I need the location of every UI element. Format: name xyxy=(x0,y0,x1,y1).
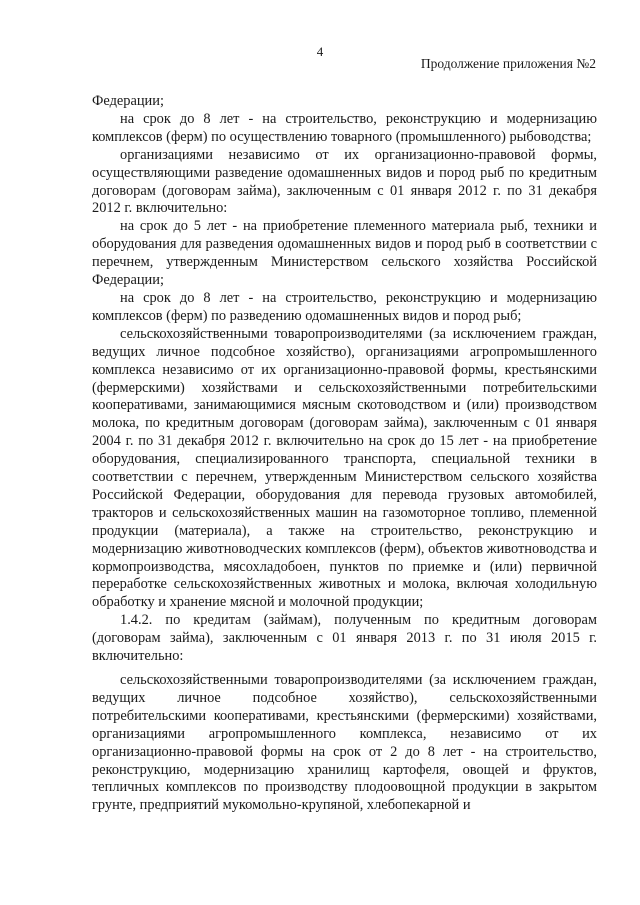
paragraph-8: сельскохозяйственными товаропроизводителями (за исключением граждан, ведущих личное подсобное хозяйство), сельскохозяйственными потребительскими кооперативами, крестьянскими (фермерскими) хозяйствами, организациями агропромышленного комплекса, независимо от их организационно-правовой формы на срок от 2 до 8 лет - на строительство, реконструкцию, модернизацию хранилищ картофеля, овощей и фруктов, тепличных комплексов по производству плодоовощной продукции в закрытом грунте, предприятий мукомольно-крупяной, хлебопекарной и xyxy=(92,672,597,814)
paragraph-4: на срок до 5 лет - на приобретение племенного материала рыб, техники и оборудования для разведения одомашненных видов и пород рыб в соответствии с перечнем, утвержденным Министерством сельского хозяйства Российской Федерации; xyxy=(92,218,597,289)
page-number: 4 xyxy=(316,44,324,59)
paragraph-3: организациями независимо от их организационно-правовой формы, осуществляющими разведение одомашненных видов и пород рыб по кредитным договорам (договорам займа), заключенным с 01 января 2012 г. по 31 декабря 2012 г. включительно: xyxy=(92,146,597,217)
paragraph-5: на срок до 8 лет - на строительство, реконструкцию и модернизацию комплексов (ферм) по разведению одомашненных видов и пород рыб; xyxy=(92,289,597,324)
document-body xyxy=(92,93,597,815)
paragraph-2: на срок до 8 лет - на строительство, реконструкцию и модернизацию комплексов (ферм) по осуществлению товарного (промышленного) рыбоводства; xyxy=(92,110,597,145)
running-header: Продолжение приложения №2 xyxy=(420,56,596,71)
paragraph-6: сельскохозяйственными товаропроизводителями (за исключением граждан, ведущих личное подсобное хозяйство), организациями агропромышленного комплекса независимо от их организационно-правовой формы, крестьянскими (фермерскими) хозяйствами и сельскохозяйственными потребительскими кооперативами, занимающимися мясным скотоводством и (или) производством молока, по кредитным договорам (договорам займа), заключенным с 01 января 2004 г. по 31 декабря 2012 г. включительно на срок до 15 лет - на приобретение оборудования, специализированного транспорта, специальной техники в соответствии с перечнем, утвержденным Министерством сельского хозяйства Российской Федерации, оборудования для перевода грузовых автомобилей, тракторов и сельскохозяйственных машин на газомоторное топливо, племенной продукции (материала), а также на строительство, реконструкцию и модернизацию животноводческих комплексов (ферм), объектов животноводства и кормопроизводства, мясохладобоен, пунктов по приемке и (или) первичной переработке сельскохозяйственных животных и молока, включая холодильную обработку и хранение мясной и молочной продукции; xyxy=(92,325,597,611)
paragraph-1: Федерации; xyxy=(92,93,164,109)
paragraph-7: 1.4.2. по кредитам (займам), полученным по кредитным договорам (договорам займа), заключенным с 01 января 2013 г. по 31 июля 2015 г. включительно: xyxy=(92,612,597,665)
